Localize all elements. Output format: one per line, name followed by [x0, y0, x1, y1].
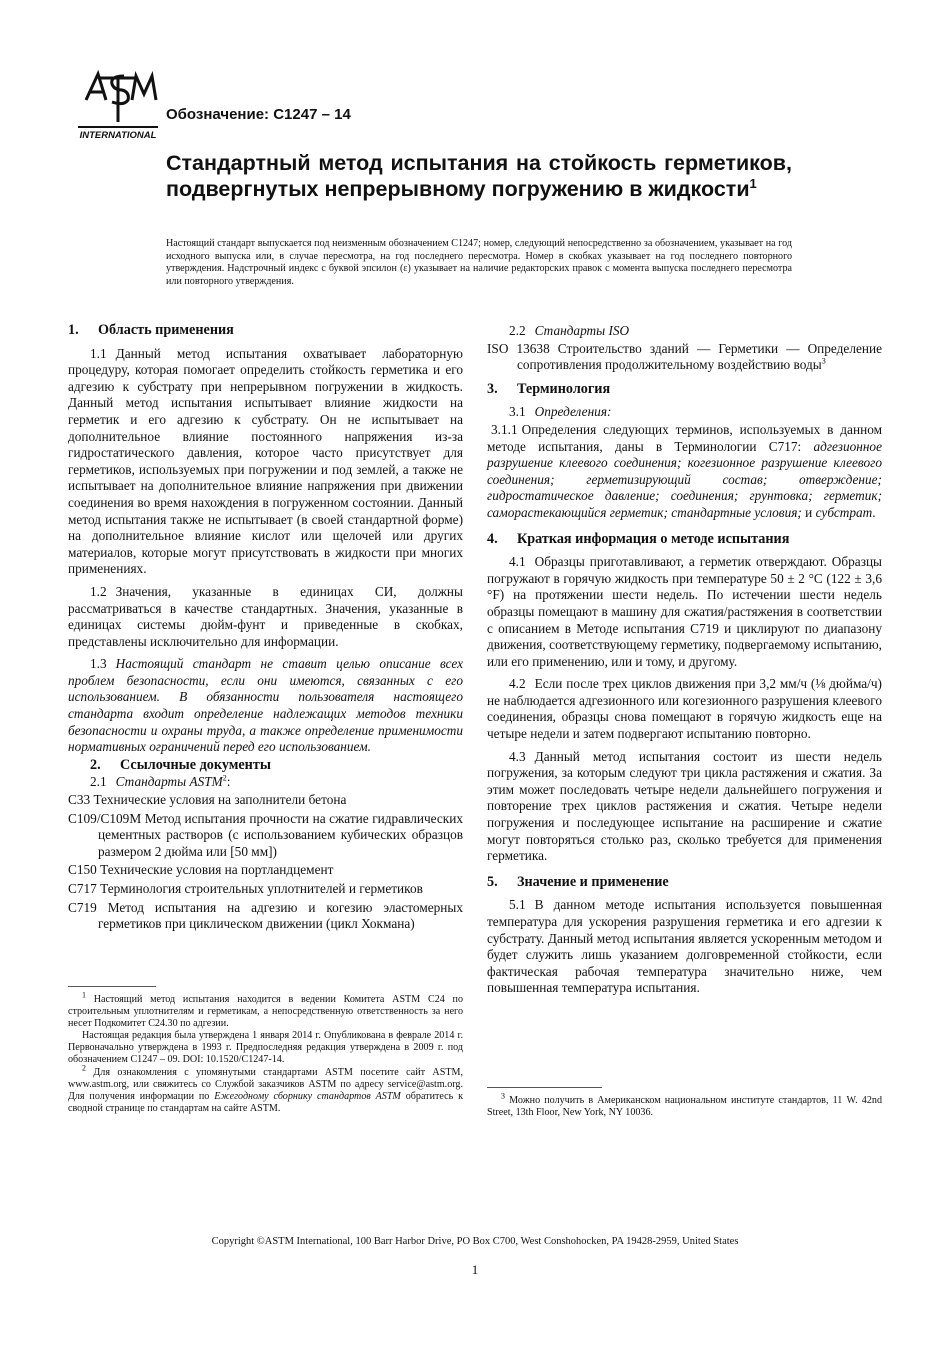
designation: Обозначение: C1247 – 14 [166, 106, 351, 123]
paragraph-1-3: 1.3 Настоящий стандарт не ставит целью описание всех проблем безопасности, если они имеются, связанных с его использованием. В обязанности пользователя настоящего стандарта входит определение надлежащих методов техники безопасности и охраны труда, а также определение применимости нормативных ограничений перед его использованием. [68, 656, 463, 755]
section-5-heading: 5. Значение и применение [487, 873, 669, 890]
paragraph-1-2: 1.2 Значения, указанные в единицах СИ, должны рассматриваться в качестве стандартных. Значения, указанные в единицах системы дюйм-фунт и приведенные в скобках, представлены исключительно для информации. [68, 583, 463, 649]
right-column [487, 323, 882, 1003]
section-3-heading: 3. Терминология [487, 380, 611, 397]
footnote-rule-right [487, 1087, 602, 1088]
astm-logo-icon [76, 70, 160, 144]
paragraph-3-1-1: 3.1.1 Определения следующих терминов, используемых в данном методе испытания, даны в Терминологии C717: адгезионное разрушение клеевого соединения; когезионное разрушение клеевого соединения; герметизирующий состав; отверждение; гидростатическое давление; соединения; грунтовка; герметик; саморастекающийся герметик; стандартные условия; и субстрат. [487, 421, 882, 520]
paragraph-4-1: 4.1 Образцы приготавливают, а герметик отверждают. Образцы погружают в горячую жидкость при температуре 50 ± 2 °C (122 ± 3,6 °F) на протяжении шести недель. По истечении шести недель образцы помещают в машину для сжатия/растяжения в соответствии с описанием в Методе испытания C719 и циклируют по диапазону движения, соответствующему герметику, подвергаемому испытанию, или его применению, или и тому, и другому. [487, 554, 882, 669]
footnote-rule [68, 986, 156, 987]
paragraph-5-1: 5.1 В данном методе испытания используется повышенная температура для ускорения разрушения герметика и его адгезии к субстрату. Данный метод испытания является ускоренным методом и будет служить лишь указанием долговременной стойкости, если фактическая рабочая температура значительно ниже, чем повышенная температура испытания. [487, 897, 882, 996]
paragraph-1-1: 1.1 Данный метод испытания охватывает лабораторную процедуру, которая помогает определить стойкость герметика и его адгезию к субстрату при непрерывном погружении в жидкость. Данный метод испытания испытывает влияние жидкости на герметик и его адгезию к субстрату. Он не испытывает на дополнительное влияние постоянного напряжения из-за гидростатического давления, которое часто присутствует для герметиков, используемых при погружении и под землей, а также не испытывает на дополнительное влияние напряжения при движении соединения во время нахождения в погруженном состоянии. Данный метод испытания также не испытывает (в своей стандартной форме) на дополнительное влияние кислот или щелочей или других материалов, которые могут присутствовать в жидкости при многих применениях. [68, 345, 463, 577]
paragraph-4-2: 4.2 Если после трех циклов движения при 3,2 мм/ч (⅛ дюйма/ч) не наблюдается адгезионного или когезионного разрушения клеевого соединения, образцы снова помещают в горячую жидкость еще на четыре недели и затем подвергают испытанию повторно. [487, 676, 882, 742]
reference-c33: C33 Технические условия на заполнители бетона [68, 792, 347, 808]
logo-text: INTERNATIONAL [79, 130, 157, 141]
page-number: 1 [471, 1262, 479, 1277]
footnote-2: $^2$ Для ознакомления с упомянутыми стандартами ASTM посетите сайт ASTM, www.astm.org, или свяжитесь со Службой заказчиков ASTM по адресу service@astm.org. Для получения информации по Ежегодному сборнику стандартов ASTM обратитесь к сводной странице по стандартам на сайте ASTM. [68, 1063, 463, 1114]
reference-c109: C109/C109M Метод испытания прочности на сжатие гидравлических цементных растворов (с использованием кубических образцов размером 2 дюйма или [50 мм]) [68, 810, 463, 859]
footnote-1: $^1$ Настоящий метод испытания находится в ведении Комитета ASTM C24 по строительным уплотнителям и герметикам, а непосредственную ответственность за него несет Подкомитет C24.30 по адгезии. [68, 990, 463, 1030]
paragraph-4-3: 4.3 Данный метод испытания состоит из шести недель погружения, за которым следуют три цикла растяжения и сжатия. За этим может последовать четыре недели дальнейшего погружения и повторение трех циклов растяжения и сжатия. Четыре недели погружения и последующее испытание на расширение и сжатие могут повторяться столько раз, сколько требуется для применения герметика. [487, 748, 882, 864]
reference-c717: C717 Терминология строительных уплотнителей и герметиков [68, 881, 423, 896]
footnote-3: $^3$ Можно получить в Американском национальном институте стандартов, 11 W. 42nd Street, 13th Floor, New York, NY 10036. [487, 1091, 882, 1119]
subsection-3-1: 3.1 Определения: [509, 404, 612, 420]
title-text: Стандартный метод испытания на стойкость герметиков, подвергнутых непрерывному погружению в жидкости [166, 151, 792, 201]
copyright-notice: Copyright ©ASTM International, 100 Barr Harbor Drive, PO Box C700, West Conshohocken, PA 19428-2959, United States [211, 1236, 739, 1247]
footnotes-left [68, 986, 463, 1115]
reference-c150: C150 Технические условия на портландцемент [68, 862, 334, 878]
section-2-heading: 2. Ссылочные документы [90, 756, 271, 773]
subsection-2-1: 2.1 Стандарты ASTM$^2$: [90, 774, 231, 790]
subsection-2-2: 2.2 Стандарты ISO [509, 323, 630, 338]
section-1-heading: 1. Область применения [68, 322, 234, 338]
footnote-1-edition: Настоящая редакция была утверждена 1 января 2014 г. Опубликована в феврале 2014 г. Первоначально утверждена в 1993 г. Предпоследняя редакция утверждена в 2009 г. под обозначением C1247 – 09. DOI: 10.1520/C1247-14. [68, 1030, 463, 1066]
astm-logo [76, 70, 160, 144]
reference-iso-13638: ISO 13638 Строительство зданий — Герметики — Определение сопротивления продолжительному воздействию воды$^3$ [487, 340, 882, 373]
document-title [166, 150, 792, 202]
issuance-notice: Настоящий стандарт выпускается под неизменным обозначением C1247; номер, следующий непосредственно за обозначением, указывает на год исходного выпуска или, в случае пересмотра, на год последнего пересмотра. Номер в скобках указывает на год последнего повторного утверждения. Надстрочный индекс с буквой эпсилон (ε) указывает на наличие редакторских правок с момента выпуска последнего пересмотра или повторного утверждения. [166, 238, 792, 287]
reference-c719: C719 Метод испытания на адгезию и когезию эластомерных герметиков при циклическом движении (цикл Хокмана) [68, 899, 463, 932]
footnotes-right [487, 1087, 882, 1119]
title-footnote-mark: 1 [749, 175, 757, 191]
section-4-heading: 4. Краткая информация о методе испытания [487, 530, 790, 547]
left-column [68, 322, 463, 935]
